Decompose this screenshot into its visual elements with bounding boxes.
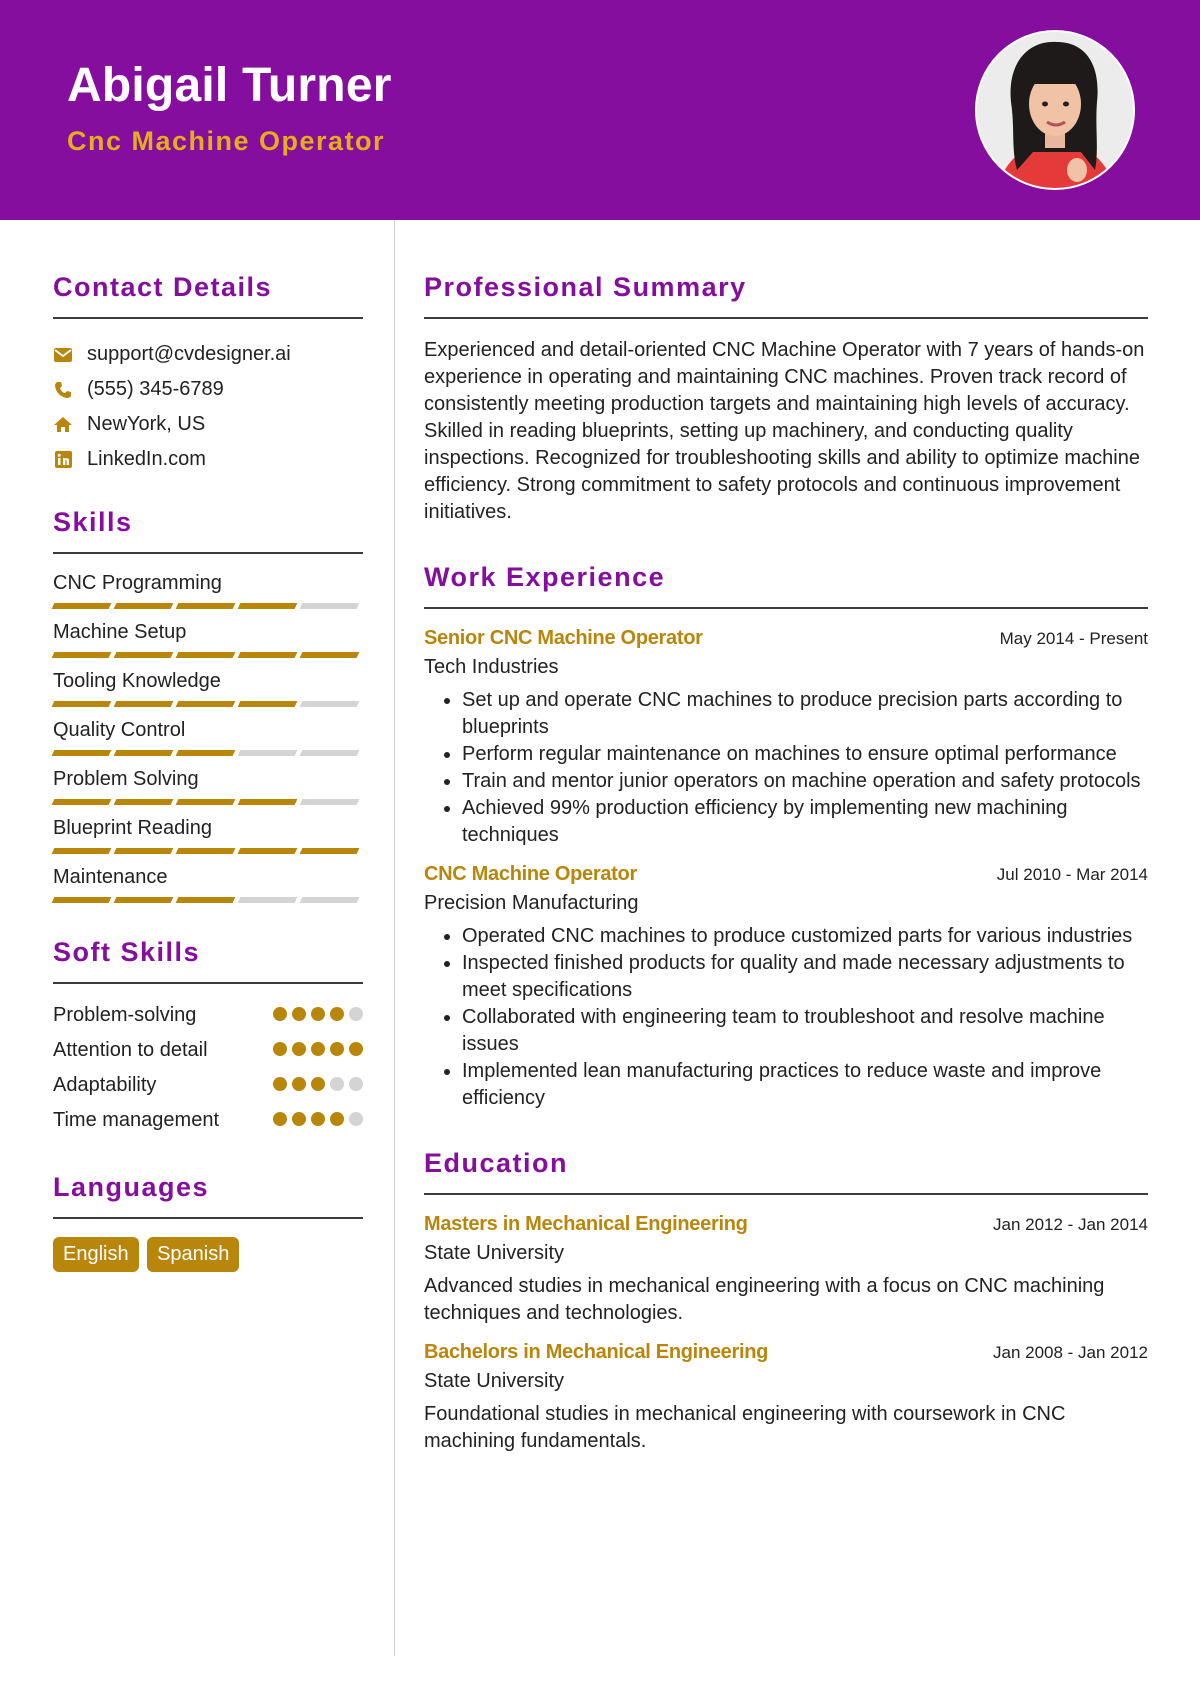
degree-description: Advanced studies in mechanical engineering with a focus on CNC machining techniques and technologies. [424,1275,1105,1324]
job-bullet: • Inspected finished products for quality and made necessary adjustments to meet specifications [462,950,1148,1004]
rating-dot [349,1112,363,1126]
job-bullet: • Set up and operate CNC machines to produce precision parts according to blueprints [462,687,1148,741]
skill-level-segment [52,799,112,805]
skill-level-segment [52,848,112,854]
skill-level-segment [52,603,112,609]
skill-level-segment [238,603,298,609]
skill-level-segment [114,652,174,658]
contact-location [53,407,363,442]
rating-dot [330,1007,344,1021]
skill-item [53,817,363,854]
section-rule [53,317,363,319]
skill-level-segment [114,750,174,756]
skill-level-segment [300,603,360,609]
skill-level-bar [53,799,363,805]
job-bullet: • Collaborated with engineering team to troubleshoot and resolve machine issues [462,1004,1148,1058]
skill-level-segment [300,799,360,805]
skill-name: Problem Solving [53,768,199,790]
skill-level-segment [300,652,360,658]
skill-level-segment [176,652,236,658]
soft-skill-rating [273,1007,363,1021]
rating-dot [311,1042,325,1056]
job-bullets [424,923,1148,1112]
job-company: Precision Manufacturing [424,892,639,914]
skill-name: CNC Programming [53,572,222,594]
summary-text: Experienced and detail-oriented CNC Machine Operator with 7 years of hands-on experience in operating and maintaining CNC machines. Proven track record of consistently meeting production targets and maintaining high levels of accuracy. Skilled in reading blueprints, setting up machinery, and conducting quality inspections. Recognized for troubleshooting skills and ability to optimize machine efficiency. Strong commitment to safety protocols and continuous improvement initiatives. [424,339,1145,523]
job-bullet: • Train and mentor junior operators on machine operation and safety protocols [462,768,1148,795]
rating-dot [311,1007,325,1021]
skill-name: Blueprint Reading [53,817,212,839]
contact-phone[interactable] [53,372,363,407]
rating-dot [349,1077,363,1091]
education-entry [424,1213,1148,1327]
soft-skill-item [53,1107,363,1134]
rating-dot [330,1077,344,1091]
skill-level-segment [300,701,360,707]
section-rule [53,1217,363,1219]
skill-level-segment [238,897,298,903]
job-bullet: • Perform regular maintenance on machines to ensure optimal performance [462,741,1148,768]
rating-dot [311,1112,325,1126]
soft-skills-section [53,937,363,1134]
skill-level-segment [52,750,112,756]
section-rule [424,607,1148,609]
rating-dot [273,1112,287,1126]
profile-photo [975,30,1135,190]
degree-title: Bachelors in Mechanical Engineering [424,1341,769,1363]
skill-level-segment [238,799,298,805]
job-date: Jul 2010 - Mar 2014 [996,865,1148,884]
skill-item [53,768,363,805]
candidate-name: Abigail Turner [67,59,392,112]
home-icon [53,415,73,435]
education-entry [424,1341,1148,1455]
column-divider [394,220,395,1656]
degree-date: Jan 2008 - Jan 2012 [992,1343,1148,1362]
skill-level-bar [53,750,363,756]
soft-skill-name: Adaptability [53,1074,157,1096]
rating-dot [330,1112,344,1126]
summary-section [424,272,1148,526]
skill-level-segment [238,750,298,756]
job-bullet: • Achieved 99% production efficiency by implementing new machining techniques [462,795,1148,849]
skill-level-segment [300,897,360,903]
soft-skill-name: Time management [53,1109,219,1131]
skill-level-bar [53,897,363,903]
skill-level-segment [52,701,112,707]
skills-title: Skills [53,507,133,537]
soft-skill-rating [273,1077,363,1091]
skill-level-segment [52,897,112,903]
skill-level-segment [238,701,298,707]
degree-date: Jan 2012 - Jan 2014 [992,1215,1148,1234]
skill-name: Quality Control [53,719,186,741]
contact-phone-text: (555) 345-6789 [87,378,224,400]
languages-section [53,1172,363,1272]
rating-dot [349,1042,363,1056]
contact-email-text: support@cvdesigner.ai [87,343,291,365]
section-rule [53,552,363,554]
job-entry [424,627,1148,849]
skill-level-segment [238,848,298,854]
language-tag: Spanish [147,1237,239,1272]
soft-skill-name: Problem-solving [53,1004,197,1026]
skill-item [53,621,363,658]
rating-dot [273,1042,287,1056]
rating-dot [349,1007,363,1021]
contact-linkedin[interactable] [53,442,363,477]
soft-skills-title: Soft Skills [53,937,201,967]
contact-linkedin-text: LinkedIn.com [87,448,206,470]
languages-title: Languages [53,1172,210,1202]
job-entry [424,863,1148,1112]
skill-level-segment [114,848,174,854]
contact-email[interactable] [53,337,363,372]
skill-level-segment [176,799,236,805]
skill-level-segment [114,897,174,903]
skill-level-segment [300,848,360,854]
rating-dot [311,1077,325,1091]
job-date: May 2014 - Present [999,629,1148,648]
contact-section [53,272,363,477]
skill-item [53,670,363,707]
education-title: Education [424,1148,569,1178]
envelope-icon [53,345,73,365]
skill-level-segment [300,750,360,756]
skill-item [53,572,363,609]
job-bullets [424,687,1148,849]
skill-level-segment [176,750,236,756]
skill-level-segment [176,897,236,903]
header-banner [0,0,1200,220]
section-rule [424,317,1148,319]
soft-skill-item [53,1072,363,1099]
skill-level-segment [114,701,174,707]
skill-level-segment [114,603,174,609]
contact-title: Contact Details [53,272,273,302]
linkedin-icon [53,450,73,470]
contact-location-text: NewYork, US [87,413,206,435]
skill-level-bar [53,652,363,658]
skill-item [53,866,363,903]
skill-name: Tooling Knowledge [53,670,221,692]
rating-dot [330,1042,344,1056]
skill-name: Machine Setup [53,621,187,643]
phone-icon [53,380,73,400]
skill-level-segment [52,652,112,658]
soft-skill-name: Attention to detail [53,1039,208,1061]
rating-dot [273,1077,287,1091]
skill-level-bar [53,848,363,854]
degree-description: Foundational studies in mechanical engineering with coursework in CNC machining fundamentals. [424,1403,1066,1452]
soft-skill-rating [273,1042,363,1056]
soft-skill-item [53,1002,363,1029]
right-column [424,220,1148,1455]
job-bullet: • Operated CNC machines to produce customized parts for various industries [462,923,1148,950]
language-tag: English [53,1237,139,1272]
skill-level-segment [114,799,174,805]
job-bullet: • Implemented lean manufacturing practices to reduce waste and improve efficiency [462,1058,1148,1112]
skill-level-segment [176,603,236,609]
work-section [424,562,1148,1112]
degree-title: Masters in Mechanical Engineering [424,1213,748,1235]
rating-dot [292,1042,306,1056]
candidate-role: Cnc Machine Operator [67,126,386,156]
section-rule [53,982,363,984]
skills-section [53,507,363,903]
soft-skill-item [53,1037,363,1064]
skill-level-bar [53,701,363,707]
skill-level-segment [176,848,236,854]
rating-dot [273,1007,287,1021]
skill-level-bar [53,603,363,609]
rating-dot [292,1007,306,1021]
rating-dot [292,1077,306,1091]
education-section [424,1148,1148,1455]
section-rule [424,1193,1148,1195]
skill-name: Maintenance [53,866,168,888]
job-title: Senior CNC Machine Operator [424,627,703,649]
school-name: State University [424,1370,565,1392]
skill-level-segment [176,701,236,707]
rating-dot [292,1112,306,1126]
summary-title: Professional Summary [424,272,747,302]
job-title: CNC Machine Operator [424,863,637,885]
left-column [53,220,363,1272]
portrait-illustration [977,32,1133,188]
skill-level-segment [238,652,298,658]
soft-skill-rating [273,1112,363,1126]
work-title: Work Experience [424,562,666,592]
school-name: State University [424,1242,565,1264]
skill-item [53,719,363,756]
job-company: Tech Industries [424,656,559,678]
